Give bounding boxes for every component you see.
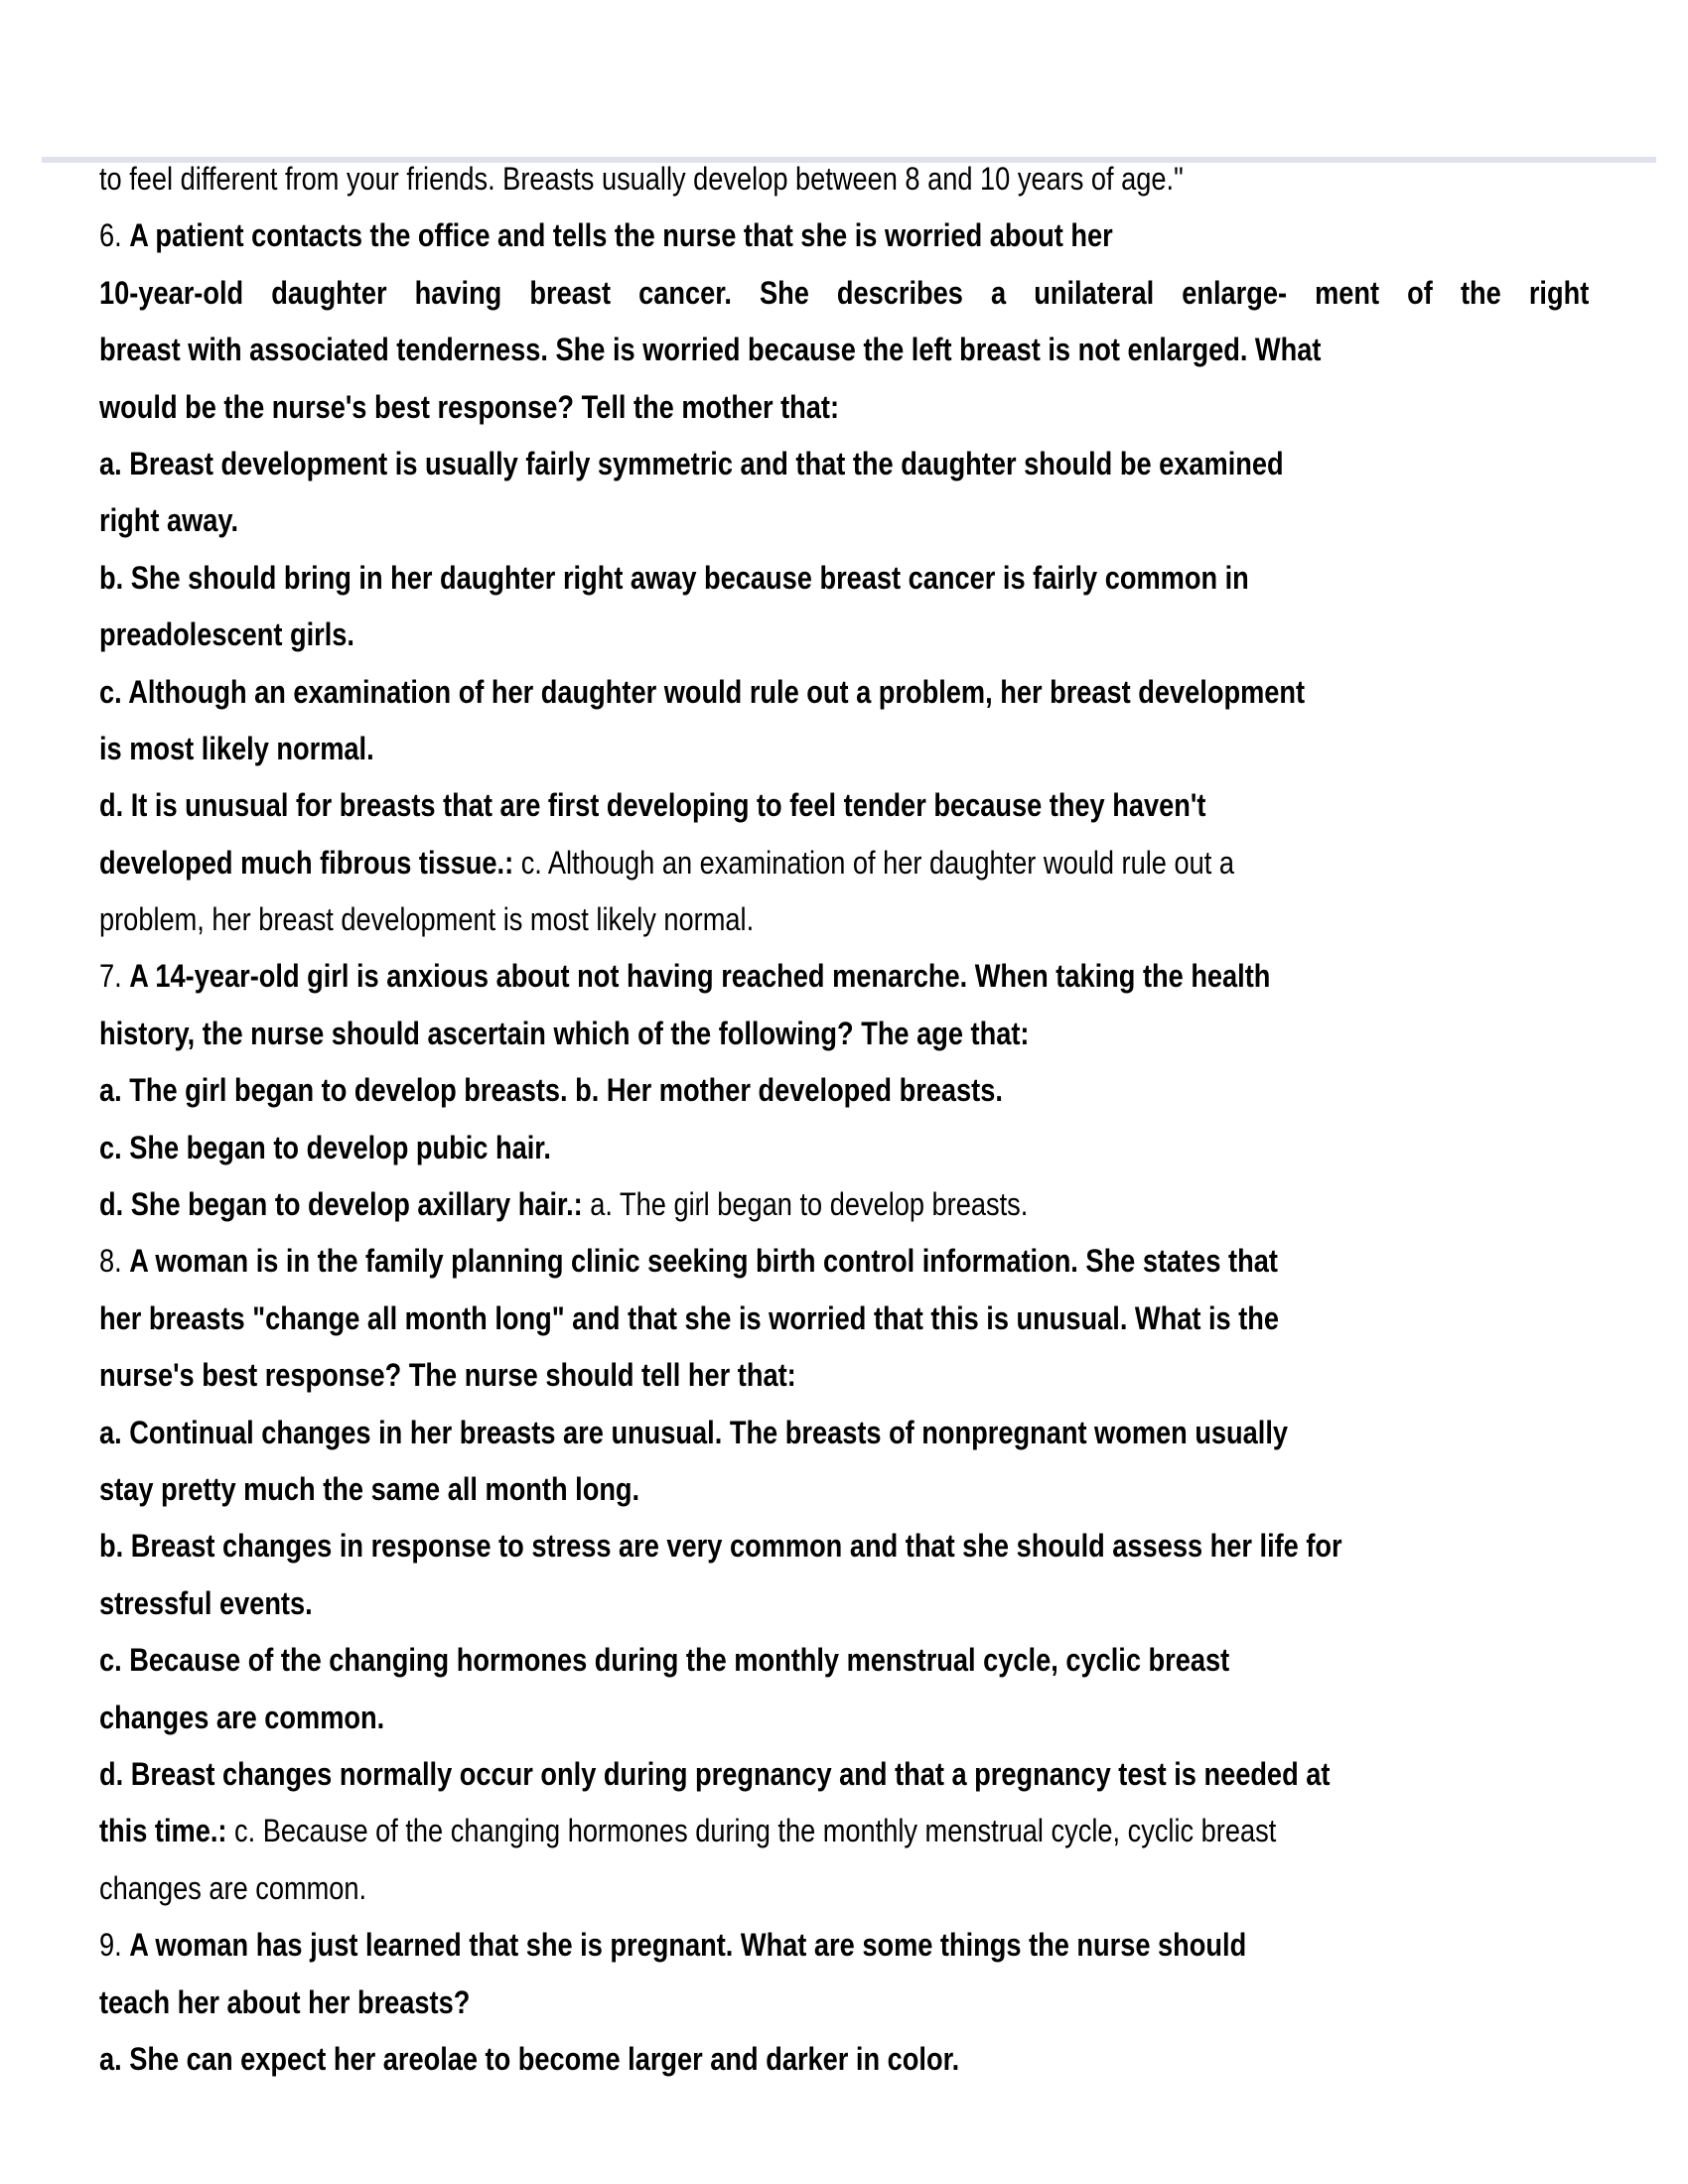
question-number: 7.: [99, 958, 130, 995]
text-segment: A woman is in the family planning clinic seeking birth control information. She states that: [129, 1243, 1278, 1280]
text-line: [99, 1291, 1589, 1347]
text-line: [99, 322, 1589, 378]
text-line: [99, 1120, 1589, 1176]
text-segment: c. She began to develop pubic hair.: [99, 1129, 551, 1165]
text-segment: 10-year-old daughter having breast cancer. She describes a unilateral enlarge- ment of the right: [99, 274, 1590, 311]
answer-text: c. Although an examination of her daughter would rule out a: [520, 844, 1234, 881]
text-segment: d. She began to develop axillary hair.:: [99, 1186, 591, 1223]
text-segment: her breasts "change all month long" and that she is worried that this is unusual. What is the: [99, 1299, 1280, 1336]
text-line: [99, 1233, 1589, 1290]
text-line: [99, 1746, 1589, 1803]
text-segment: right away.: [99, 502, 239, 539]
text-line: [99, 1062, 1589, 1119]
text-line: [99, 607, 1589, 663]
text-segment: A woman has just learned that she is pregnant. What are some things the nurse should: [129, 1927, 1247, 1964]
text-line: [99, 891, 1589, 948]
answer-text: changes are common.: [99, 1869, 367, 1906]
text-line: [99, 835, 1589, 891]
text-line: [99, 777, 1589, 834]
text-segment: c. Because of the changing hormones during the monthly menstrual cycle, cyclic breast: [99, 1642, 1230, 1679]
text-line: [99, 1405, 1589, 1461]
question-number: 8.: [99, 1243, 130, 1280]
text-line: [99, 721, 1589, 777]
text-segment: nurse's best response? The nurse should tell her that:: [99, 1357, 796, 1394]
text-segment: teach her about her breasts?: [99, 1983, 471, 2020]
answer-text: problem, her breast development is most likely normal.: [99, 901, 755, 938]
text-line: [99, 1860, 1589, 1917]
text-segment: is most likely normal.: [99, 730, 374, 766]
text-segment: to feel different from your friends. Breasts usually develop between 8 and 10 years of age.": [99, 161, 1184, 197]
text-segment: stressful events.: [99, 1584, 313, 1621]
text-segment: this time.:: [99, 1813, 235, 1849]
text-segment: changes are common.: [99, 1699, 385, 1735]
text-line: [99, 151, 1589, 207]
text-segment: d. It is unusual for breasts that are first developing to feel tender because they haven't: [99, 787, 1206, 824]
text-line: [99, 664, 1589, 721]
question-number: 9.: [99, 1927, 130, 1964]
text-line: [99, 1461, 1589, 1518]
text-segment: breast with associated tenderness. She is worried because the left breast is not enlarged. What: [99, 332, 1322, 368]
text-line: [99, 1347, 1589, 1404]
text-line: [99, 948, 1589, 1005]
text-line: [99, 1632, 1589, 1689]
answer-text: c. Because of the changing hormones during the monthly menstrual cycle, cyclic breast: [234, 1813, 1277, 1849]
text-segment: A 14-year-old girl is anxious about not having reached menarche. When taking the health: [129, 958, 1271, 995]
text-segment: stay pretty much the same all month long.: [99, 1470, 640, 1507]
text-line: [99, 265, 1589, 322]
text-segment: d. Breast changes normally occur only during pregnancy and that a pregnancy test is needed at: [99, 1755, 1331, 1792]
text-line: [99, 379, 1589, 436]
text-line: [99, 436, 1589, 492]
text-segment: a. She can expect her areolae to become larger and darker in color.: [99, 2040, 960, 2077]
answer-text: a. The girl began to develop breasts.: [590, 1186, 1029, 1223]
text-segment: developed much fibrous tissue.:: [99, 844, 521, 881]
text-segment: A patient contacts the office and tells the nurse that she is worried about her: [129, 217, 1113, 254]
text-line: [99, 550, 1589, 607]
text-line: [99, 1917, 1589, 1974]
text-segment: b. She should bring in her daughter right away because breast cancer is fairly common in: [99, 559, 1249, 596]
text-line: [99, 492, 1589, 549]
text-segment: a. The girl began to develop breasts. b. Her mother developed breasts.: [99, 1072, 1003, 1109]
text-segment: would be the nurse's best response? Tell the mother that:: [99, 388, 839, 425]
text-line: [99, 1690, 1589, 1746]
text-segment: c. Although an examination of her daughter would rule out a problem, her breast development: [99, 673, 1306, 710]
text-segment: history, the nurse should ascertain which of the following? The age that:: [99, 1015, 1030, 1051]
text-line: [99, 1575, 1589, 1632]
text-line: [99, 1006, 1589, 1062]
text-segment: preadolescent girls.: [99, 616, 354, 653]
text-line: [99, 1975, 1589, 2031]
document-text: [99, 151, 1589, 2088]
text-segment: a. Continual changes in her breasts are unusual. The breasts of nonpregnant women usually: [99, 1414, 1289, 1450]
text-segment: b. Breast changes in response to stress are very common and that she should assess her life for: [99, 1528, 1342, 1565]
text-line: [99, 2031, 1589, 2088]
text-line: [99, 1176, 1589, 1233]
text-segment: a. Breast development is usually fairly symmetric and that the daughter should be examined: [99, 445, 1284, 481]
text-line: [99, 1803, 1589, 1859]
question-number: 6.: [99, 217, 130, 254]
text-line: [99, 207, 1589, 264]
text-line: [99, 1518, 1589, 1574]
